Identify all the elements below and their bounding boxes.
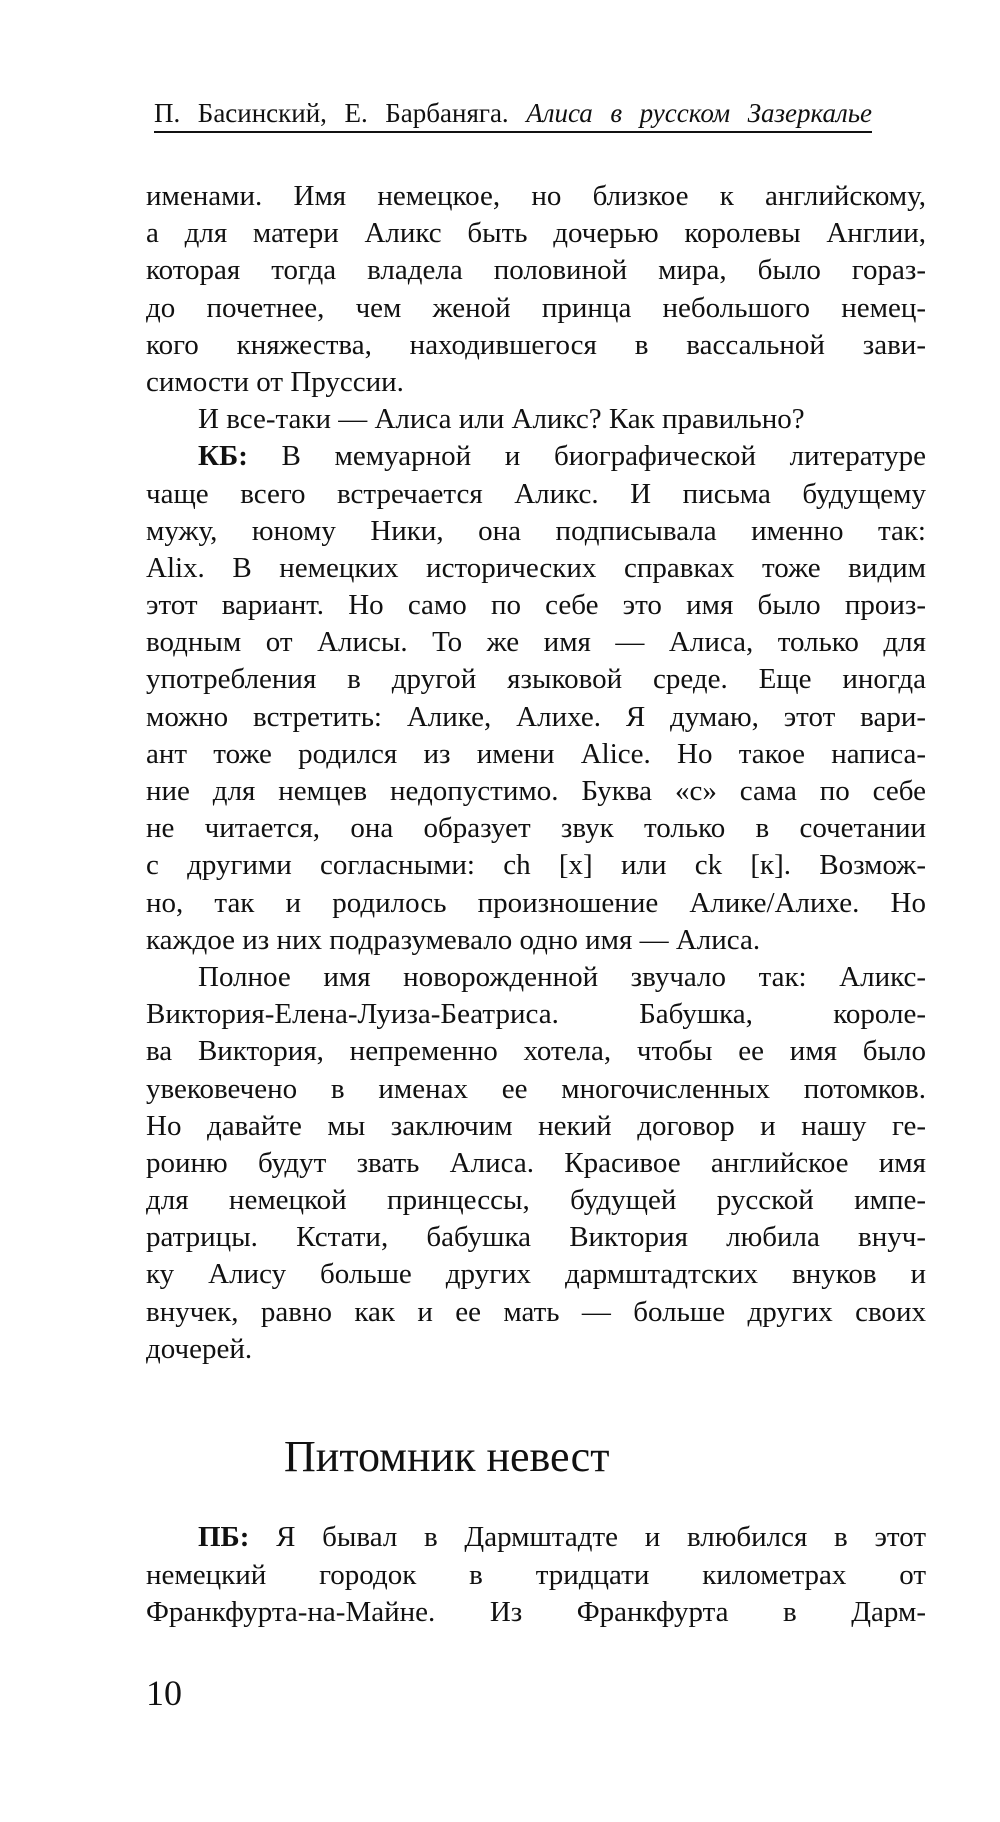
text-line: ратрицы. Кстати, бабушка Виктория любила внуч- bbox=[146, 1221, 926, 1254]
text-span: Я бывал в Дармштадте и влюбился в этот bbox=[249, 1521, 926, 1553]
text-line: употребления в другой языковой среде. Еще иногда bbox=[146, 663, 926, 696]
text-line: но, так и родилось произношение Алике/Алихе. Но bbox=[146, 886, 926, 919]
text-span: В мемуарной и биографической литературе bbox=[247, 440, 926, 473]
text-line: каждое из них подразумевало одно имя — Алиса. bbox=[146, 923, 761, 956]
body-text bbox=[146, 178, 926, 1368]
paragraph bbox=[146, 438, 926, 959]
text-line: роиню будут звать Алиса. Красивое английское имя bbox=[146, 1146, 926, 1179]
text-line bbox=[146, 1519, 926, 1557]
text-line: Но давайте мы заключим некий договор и нашу ге- bbox=[146, 1109, 926, 1142]
section-body-text bbox=[146, 1519, 926, 1632]
speaker-label: ПБ: bbox=[198, 1521, 250, 1553]
running-head-book-title: Алиса в русском Зазеркалье bbox=[526, 98, 872, 128]
text-line: водным от Алисы. То же имя — Алиса, только для bbox=[146, 626, 926, 659]
page-number: 10 bbox=[146, 1673, 182, 1713]
text-line: чаще всего встречается Аликс. И письма будущему bbox=[146, 477, 926, 510]
text-line: ку Алису больше других дармштадтских внуков и bbox=[146, 1258, 926, 1291]
text-line: ние для немцев недопустимо. Буква «c» сама по себе bbox=[146, 775, 926, 807]
text-line: Виктория-Елена-Луиза-Беатриса. Бабушка, короле- bbox=[146, 998, 926, 1031]
text-line: ва Виктория, непременно хотела, чтобы ее имя было bbox=[146, 1035, 926, 1068]
text-line: с другими согласными: ch [х] или ck [к]. Возмож- bbox=[146, 849, 926, 882]
text-line: И все-таки — Алиса или Аликс? Как правильно? bbox=[198, 403, 805, 436]
text-line: которая тогда владела половиной мира, было гораз- bbox=[146, 254, 926, 287]
running-head-authors: П. Басинский, Е. Барбаняга. bbox=[154, 98, 509, 128]
running-head bbox=[154, 96, 872, 130]
text-line: внучек, равно как и ее мать — больше других своих bbox=[146, 1295, 926, 1328]
running-head-rule bbox=[154, 131, 872, 133]
text-line: Полное имя новорожденной звучало так: Аликс- bbox=[198, 960, 926, 993]
speaker-label: КБ: bbox=[198, 440, 248, 473]
text-line: можно встретить: Алике, Алихе. Я думаю, этот вари- bbox=[146, 700, 926, 733]
text-line: этот вариант. Но само по себе это имя было произ- bbox=[146, 589, 926, 622]
text-line: кого княжества, находившегося в вассальной зави- bbox=[146, 328, 926, 361]
text-line: ант тоже родился из имени Alice. Но такое написа- bbox=[146, 737, 926, 770]
text-line: а для матери Аликс быть дочерью королевы Англии, bbox=[146, 217, 926, 250]
text-line: до почетнее, чем женой принца небольшого немец- bbox=[146, 291, 926, 324]
text-line: увековечено в именах ее многочисленных потомков. bbox=[146, 1072, 926, 1105]
text-line: не читается, она образует звук только в сочетании bbox=[146, 812, 926, 845]
text-line bbox=[146, 438, 926, 475]
text-line: именами. Имя немецкое, но близкое к английскому, bbox=[146, 180, 926, 212]
text-line: для немецкой принцессы, будущей русской импе- bbox=[146, 1184, 926, 1217]
text-line: мужу, юному Ники, она подписывала именно так: bbox=[146, 514, 926, 547]
section-heading: Питомник невест bbox=[284, 1432, 610, 1481]
paragraph bbox=[146, 959, 926, 1368]
text-line: симости от Пруссии. bbox=[146, 365, 404, 398]
text-line: дочерей. bbox=[146, 1332, 253, 1365]
text-line: немецкий городок в тридцати километрах от bbox=[146, 1558, 926, 1591]
paragraph bbox=[146, 178, 926, 401]
text-line: Франкфурта-на-Майне. Из Франкфурта в Дарм- bbox=[146, 1596, 926, 1628]
text-line: Alix. В немецких исторических справках тоже видим bbox=[146, 551, 926, 584]
paragraph bbox=[146, 401, 926, 438]
